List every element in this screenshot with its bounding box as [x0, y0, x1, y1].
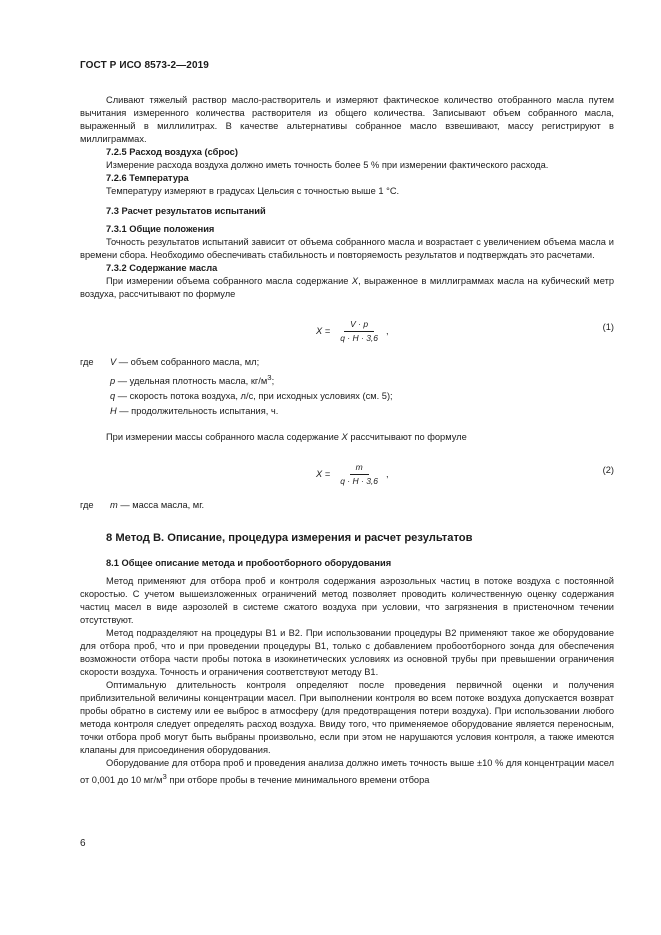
formula-1-lhs: X = [316, 326, 331, 336]
variable-x: X [341, 432, 348, 443]
formula-1-denominator: q · H · 3,6 [340, 333, 379, 343]
section-7-3-2-heading: 7.3.2 Содержание масла [106, 263, 218, 273]
section-8-1-heading: 8.1 Общее описание метода и пробоотборного оборудования [106, 558, 392, 569]
where-text: — скорость потока воздуха, л/с, при исходных условиях (см. 5); [115, 391, 393, 402]
where-label: где [80, 500, 94, 511]
where-symbol: V [110, 357, 117, 367]
text-run: Оборудование для отбора проб и проведения анализа должно иметь точность выше ±10 % для концентрации масел от 0,001 до 10 мг/м [80, 758, 614, 786]
where-item-v [80, 355, 614, 370]
chapter-8-heading: 8 Метод В. Описание, процедура измерения и расчет результатов [106, 532, 473, 545]
section-8-1-paragraph-3: Оптимальную длительность контроля определяют после проведения первичной оценки и получения приблизительной величины концентрации масел. При выполнении контроля во всем потоке воздуха допускается возврат пробы обратно в систему или ее выброс в атмосферу (для предотвращения потери воздуха). При использовании любого метода контроля следует определять расход воздуха. Ввиду того, что применяемое оборудование является переносным, точки отбора проб могут быть выбраны произвольно, если при этом не нарушаются условия контроля, а также имеются клапаны для присоединения оборудования. [80, 680, 614, 756]
where-item-m [80, 498, 614, 513]
where-item-h [80, 404, 614, 419]
document-body [80, 94, 614, 787]
text-run: При измерении массы собранного масла содержание [106, 432, 342, 443]
formula-1-comma: , [386, 326, 389, 336]
formula-1-expression [316, 319, 389, 344]
formula-2-expression [316, 462, 389, 487]
where-symbol: m [110, 500, 118, 511]
formula-2-fraction [334, 462, 384, 487]
superscript: 3 [267, 373, 272, 382]
formula-1-number: (1) [602, 322, 614, 332]
section-7-2-5-heading: 7.2.5 Расход воздуха (сброс) [106, 147, 238, 157]
where-label: где [80, 357, 94, 367]
section-7-3-1-heading: 7.3.1 Общие положения [106, 224, 215, 234]
formula-2 [80, 454, 614, 490]
intro-paragraph: Сливают тяжелый раствор масло-растворитель и измеряют фактическое количество отобранного масла путем вычитания измеренного количества растворителя из общего количества. Записывают объем собранного масла, выраженный в миллилитрах. В качестве альтернативы собранное масло взвешивают, массу регистрируют в миллиграммах. [80, 95, 614, 144]
document-header: ГОСТ Р ИСО 8573-2—2019 [80, 60, 209, 71]
variable-x: X [351, 276, 359, 286]
text-run: При измерении объема собранного масла содержание [106, 276, 352, 286]
section-7-2-6-heading: 7.2.6 Температура [106, 173, 189, 183]
formula-2-numerator: m [350, 462, 369, 475]
text-run: рассчитывают по формуле [347, 432, 467, 443]
text-run: , выраженное в миллиграммах масла на кубический метр воздуха, рассчитывают по формуле [80, 276, 614, 299]
where-text: — продолжительность испытания, ч. [116, 406, 279, 417]
section-8-1-paragraph-1: Метод применяют для отбора проб и контроля содержания аэрозольных частиц в потоке воздуха с постоянной скоростью. С учетом вышеизложенных ограничений метод позволяет проводить количественную оценку содержания частиц масел в виде аэрозолей в системе сжатого воздуха при условии, что загрязнения в пристеночном течении отсутствуют. [80, 576, 614, 626]
formula-1-numerator: V · p [344, 319, 374, 332]
where-symbol: q [110, 391, 116, 402]
formula-2-lhs: X = [316, 469, 331, 480]
where-text: — удельная плотность масла, кг/м [115, 376, 268, 387]
formula-1-fraction [334, 319, 384, 344]
where-item-p [80, 370, 614, 389]
formula-2-denominator: q · H · 3,6 [340, 476, 379, 487]
text-run: при отборе пробы в течение минимального времени отбора [166, 775, 430, 786]
where-symbol: H [110, 406, 117, 417]
section-8-1-paragraph-2: Метод подразделяют на процедуры В1 и В2. При использовании процедуры В2 применяют такое же оборудование для отбора проб, что и при проведении процедуры В1, только с добавлением пробоотборного зонда для обеспечения возможности отбора части пробы потока в изокинетических условиях из основной трубы при превышении ограничения скорости воздуха. Точность и ограничения соответствуют методу В1. [80, 628, 614, 678]
where-item-q [80, 389, 614, 404]
formula-1 [80, 311, 614, 347]
where-symbol: p [110, 376, 116, 387]
mass-paragraph [80, 431, 614, 444]
superscript: 3 [162, 772, 167, 782]
where-text: — объем собранного масла, мл; [116, 357, 260, 367]
formula-2-comma: , [386, 469, 389, 480]
section-7-3-2-text [80, 275, 614, 301]
section-7-3-heading: 7.3 Расчет результатов испытаний [106, 206, 266, 216]
page-number: 6 [80, 838, 86, 849]
section-7-3-1-text: Точность результатов испытаний зависит от объема собранного масла и возрастает с увеличением объема масла и времени сбора. Необходимо обеспечивать стабильность и повторяемость результатов и подтверждать это расчетами. [80, 237, 614, 260]
where-text: — масса масла, мг. [117, 500, 205, 511]
section-7-2-6-text: Температуру измеряют в градусах Цельсия с точностью выше 1 °C. [106, 186, 400, 196]
section-7-2-5-text: Измерение расхода воздуха должно иметь точность более 5 % при измерении фактического расхода. [106, 160, 549, 170]
where-text-after: ; [271, 376, 275, 387]
formula-2-number: (2) [602, 465, 614, 476]
section-8-1-paragraph-4 [80, 757, 614, 787]
